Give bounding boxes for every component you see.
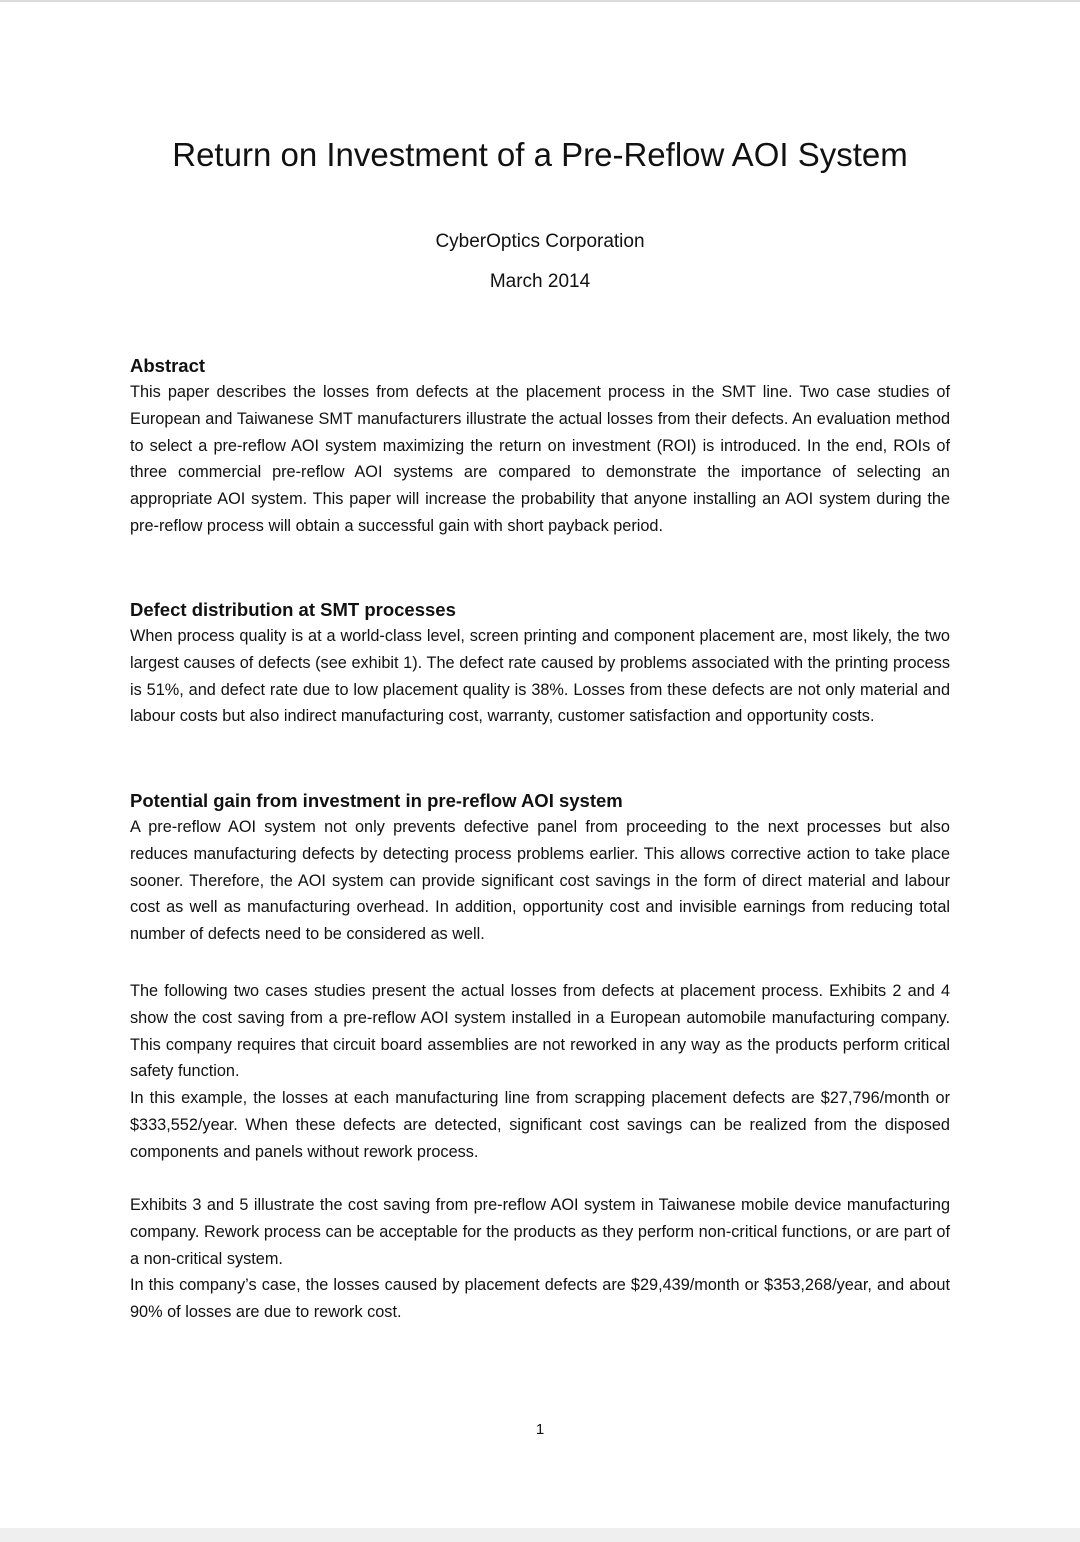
- case-study-taiwan-losses-paragraph: In this company’s case, the losses caused by placement defects are $29,439/month or $353,268/year, and about 90% of losses are due to rework cost.: [130, 1276, 950, 1322]
- case-study-taiwan-section: [130, 1192, 950, 1326]
- top-border: [0, 0, 1080, 2]
- case-study-taiwan-paragraph: Exhibits 3 and 5 illustrate the cost saving from pre-reflow AOI system in Taiwanese mobile device manufacturing company. Rework process can be acceptable for the products as they perform non-critical functions, or are part of a non-critical system.: [130, 1196, 950, 1268]
- page-number: 1: [535, 1421, 545, 1438]
- publication-date: March 2014: [489, 271, 591, 292]
- author-organization: CyberOptics Corporation: [435, 231, 645, 252]
- abstract-section: [130, 353, 950, 540]
- case-study-europe-losses-paragraph: In this example, the losses at each manufacturing line from scrapping placement defects are $27,796/month or $333,552/year. When these defects are detected, significant cost savings can be realized from the disposed components and panels without rework process.: [130, 1089, 950, 1161]
- abstract-paragraph: This paper describes the losses from defects at the placement process in the SMT line. Two case studies of European and Taiwanese SMT manufacturers illustrate the actual losses from their defects. An evaluation method to select a pre-reflow AOI system maximizing the return on investment (ROI) is introduced. In the end, ROIs of three commercial pre-reflow AOI systems are compared to demonstrate the importance of selecting an appropriate AOI system. This paper will increase the probability that anyone installing an AOI system during the pre-reflow process will obtain a successful gain with short payback period.: [130, 383, 950, 535]
- case-study-europe-paragraph: The following two cases studies present the actual losses from defects at placement process. Exhibits 2 and 4 show the cost saving from a pre-reflow AOI system installed in a European automobile manufacturing company. This company requires that circuit board assemblies are not reworked in any way as the products perform critical safety function.: [130, 982, 950, 1081]
- case-study-europe-section: [130, 978, 950, 1166]
- abstract-heading: Abstract: [130, 355, 206, 376]
- defect-distribution-paragraph: When process quality is at a world-class level, screen printing and component placement are, most likely, the two largest causes of defects (see exhibit 1). The defect rate caused by problems associated with the printing process is 51%, and defect rate due to low placement quality is 38%. Losses from these defects are not only material and labour costs but also indirect manufacturing cost, warranty, customer satisfaction and opportunity costs.: [130, 627, 950, 726]
- defect-distribution-heading: Defect distribution at SMT processes: [130, 599, 456, 620]
- potential-gain-section: [130, 788, 950, 948]
- bottom-border: [0, 1528, 1080, 1542]
- potential-gain-paragraph-1: A pre-reflow AOI system not only prevents defective panel from proceeding to the next processes but also reduces manufacturing defects by detecting process problems earlier. This allows corrective action to take place sooner. Therefore, the AOI system can provide significant cost savings in the form of direct material and labour cost as well as manufacturing overhead. In addition, opportunity cost and invisible earnings from reducing total number of defects need to be considered as well.: [130, 818, 950, 944]
- potential-gain-heading: Potential gain from investment in pre-reflow AOI system: [130, 790, 623, 811]
- defect-distribution-section: [130, 597, 950, 730]
- document-title: Return on Investment of a Pre-Reflow AOI System: [172, 136, 908, 173]
